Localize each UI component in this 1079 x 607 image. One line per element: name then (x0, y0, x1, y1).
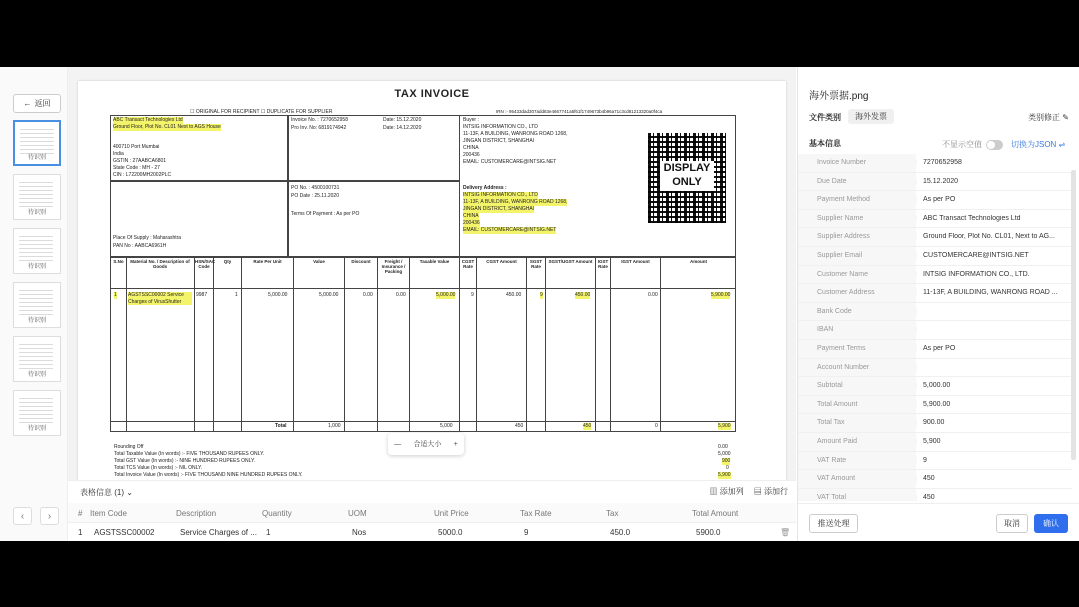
field-row[interactable]: VAT Total 450 (798, 489, 1072, 501)
field-row[interactable]: Total Tax 900.00 (798, 414, 1072, 433)
push-process-button[interactable]: 推送处理 (809, 514, 858, 533)
panel-footer (798, 503, 1079, 541)
field-list (798, 154, 1079, 501)
file-name: 海外票据.png (809, 91, 869, 102)
app-window (0, 67, 1079, 541)
page-thumbnail[interactable]: 待识别 (13, 120, 61, 166)
file-type-tag: 海外发票 (848, 109, 894, 124)
cancel-button[interactable]: 取消 (996, 514, 1028, 533)
confirm-button[interactable]: 确认 (1034, 514, 1068, 533)
document-title: TAX INVOICE (394, 88, 470, 100)
thumbnail-rail (0, 67, 68, 541)
table-row[interactable]: 1 AGSTSSC00002 Service Charges of ... 1 Nos 5000.0 9 450.0 5900.0 🗑 (78, 528, 791, 537)
field-row[interactable]: IBAN (798, 321, 1072, 340)
invoice-document: TAX INVOICE ☐ ORIGINAL FOR RECIPIENT ☐ DUPLICATE FOR SUPPLIER IRN :- 95433dad307add83e4667741a5f61f1749673b4b96a71c3cd81213320a0f4ca ABC Transact Technologies Ltd Ground Floor, Plot No. CL01 Next to AGS House 400710 Port Mumbai India GSTIN : 27AABCA6801 State Code : MH - 27 CIN : L72200MH2002PLC Invoice No. : 7270652958 Date: 15.12.2020 Pro Inv. No: 6819174942 Date: 14.12.2020 Buyer : INTSIG INFORMATION CO., LTD 11-13F, A BUILDING, WANRONG ROAD 1268, JINGAN DISTRICT, SHANGHAI CHINA 200436 EMAIL: CUSTOMERCARE@INTSIG.NET Delivery Address : INTSIG INFORMATION CO., LTD 11-13F, A BUILDING, WANRONG ROAD 1268, JINGAN DISTRICT, SHANGHAI CHINA 200436 EMAIL: CUSTOMERCARE@INTSIG.NET PO No. : 4500100731 PO Date : 25.11.2020 Terms Of Payment : As per PO Place Of Supply : Maharashtra PAN No : AABCA6961H DISPLAY ONLY S.No Material No. / Description of Goods HSN/SAC Code Qty Rate Per Unit Value Discount Freight / Insurance / Packing Taxable Value CGST Rate CGST Amount SGST Rate SGST/UGST Amount IGST Rate IGST Amount Amount AGSTSSC00002 Service Charges of VirusShutter 1 9987 1 5,000.00 5,000.00 0.00 0.00 5,000.00 9 450.00 9 450.00 0.00 5,900.00 Total 1,000 5,000 450 450 0 5,900 Rounding Off Total Taxable Value (In words) :- FIVE THOUSAND RUPEES ONLY. Total GST Value (In words) :- NINE HUNDRED RUPEES ONLY. Total TCS Value (In words) :- NIL ONLY. Total Invoice Value (In words) :- FIVE THOUSAND NINE HUNDRED RUPEES ONLY. 0.00 5,000 900 0 5,900 (78, 81, 786, 480)
field-row[interactable]: VAT Rate 9 (798, 452, 1072, 471)
back-button[interactable]: ← 返回 (13, 94, 61, 113)
toggle-switch[interactable] (986, 140, 1003, 150)
add-column-button[interactable]: ▥ 添加列 (709, 487, 744, 496)
zoom-in-button[interactable]: + (453, 440, 458, 448)
field-row[interactable]: Invoice Number 7270652958 (798, 154, 1072, 173)
add-column-icon: ▥ (709, 487, 718, 496)
zoom-out-button[interactable]: — (394, 440, 402, 448)
switch-to-json-link[interactable]: 切换为JSON ⇌ (1011, 140, 1066, 149)
extraction-panel: 海外票据.png 文件类别 海外发票 类别修正 ✎ 基本信息 不显示空值 切换为JSON ⇌ Invoice Number 7270652958 Due Date 15.12.2020 Payment Method As per PO Supplier Name ABC Transact Technologies Ltd Supplier Address Ground Floor, Plot No. CL01, Next to AG... Supplier Email CUSTOMERCARE@INTSIG.NET Customer Name INTSIG INFORMATION CO., LTD. Customer Address 11-13F, A BUILDING, WANRONG ROAD ... Bank Code IBAN Payment Terms As per PO Account Number Subtotal 5,000.00 Total Amount 5,900.00 Total Tax 900.00 Amount Paid 5,900 VAT Rate 9 VAT Amount 450 VAT Total 450 推送处理 取消 确认 (797, 67, 1079, 541)
hide-empty-toggle[interactable]: 不显示空值 (942, 139, 1003, 150)
field-row[interactable]: Subtotal 5,000.00 (798, 377, 1072, 396)
page-thumbnail[interactable]: 待识别 (13, 336, 61, 382)
type-fix-button[interactable]: 类别修正 ✎ (1028, 113, 1069, 122)
field-row[interactable]: Customer Name INTSIG INFORMATION CO., LTD. (798, 266, 1072, 285)
table-panel (68, 480, 796, 541)
zoom-fit-label[interactable]: 合适大小 (413, 441, 442, 448)
page-thumbnail[interactable]: 待识别 (13, 228, 61, 274)
field-row[interactable]: Payment Method As per PO (798, 191, 1072, 210)
field-row[interactable]: Account Number (798, 359, 1072, 378)
document-viewer[interactable] (68, 67, 796, 480)
qr-overlay-text: DISPLAY ONLY (660, 161, 714, 191)
field-row[interactable]: Supplier Address Ground Floor, Plot No. CL01, Next to AG... (798, 228, 1072, 247)
field-row[interactable]: Supplier Email CUSTOMERCARE@INTSIG.NET (798, 247, 1072, 266)
field-row[interactable]: Supplier Name ABC Transact Technologies Ltd (798, 210, 1072, 229)
arrow-left-icon: ← (23, 99, 32, 108)
field-row[interactable]: Due Date 15.12.2020 (798, 173, 1072, 192)
table-info-dropdown[interactable]: 表格信息 (1) ⌄ (80, 488, 133, 497)
table-header: # Item Code Description Quantity UOM Unit Price Tax Rate Tax Total Amount (68, 503, 796, 523)
field-row[interactable]: Customer Address 11-13F, A BUILDING, WANRONG ROAD ... (798, 284, 1072, 303)
delete-row-icon[interactable]: 🗑 (780, 528, 791, 537)
field-row[interactable]: Payment Terms As per PO (798, 340, 1072, 359)
field-row[interactable]: Amount Paid 5,900 (798, 433, 1072, 452)
field-row[interactable]: Total Amount 5,900.00 (798, 396, 1072, 415)
field-scrollbar[interactable] (1071, 170, 1076, 460)
add-row-button[interactable]: ▤ 添加行 (753, 487, 788, 496)
page-thumbnail[interactable]: 待识别 (13, 174, 61, 220)
edit-icon: ✎ (1062, 113, 1069, 122)
swap-icon: ⇌ (1058, 140, 1066, 149)
page-thumbnail[interactable]: 待识别 (13, 282, 61, 328)
field-row[interactable]: VAT Amount 450 (798, 470, 1072, 489)
next-page-button[interactable]: › (40, 507, 59, 525)
add-row-icon: ▤ (753, 487, 762, 496)
page-thumbnail[interactable]: 待识别 (13, 390, 61, 436)
prev-page-button[interactable]: ‹ (13, 507, 32, 525)
zoom-control (388, 433, 464, 455)
field-row[interactable]: Bank Code (798, 303, 1072, 322)
